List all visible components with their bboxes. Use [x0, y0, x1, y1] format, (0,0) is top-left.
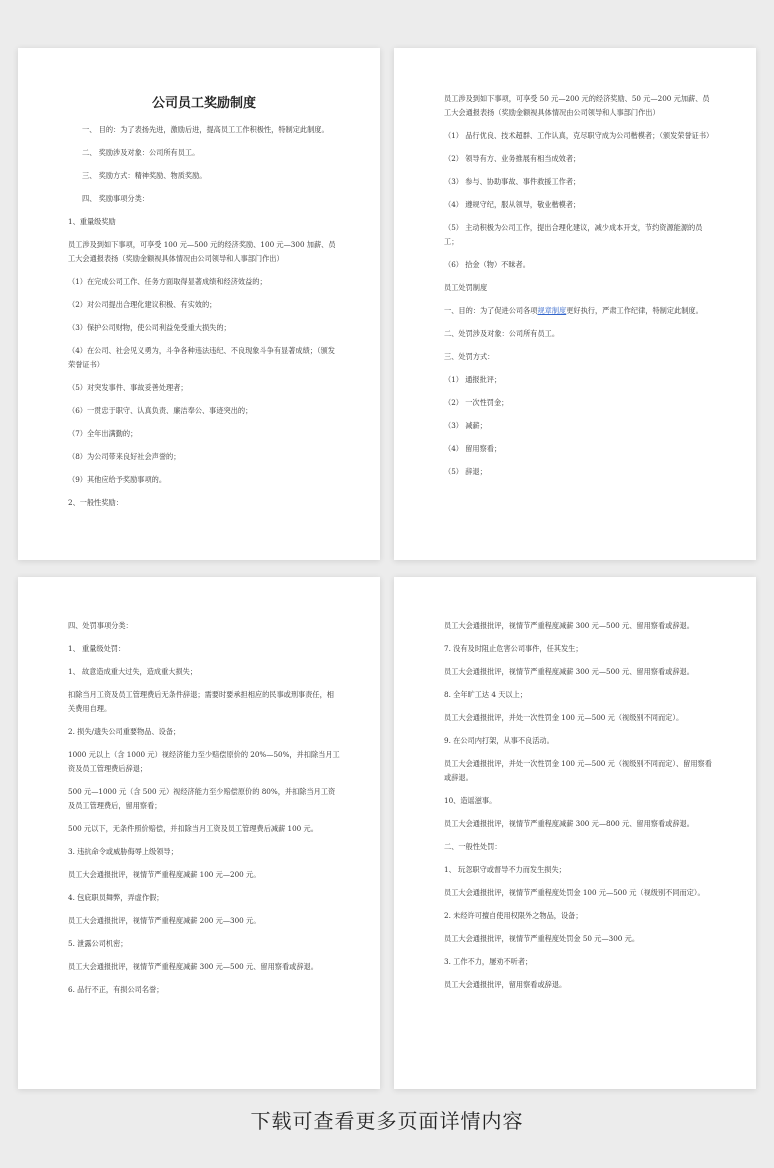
paragraph: （2）对公司提出合理化建议积极、有实效的；	[68, 300, 217, 309]
paragraph	[444, 304, 716, 318]
page-title: 公司员工奖励制度	[151, 96, 256, 111]
paragraph: 员工大会通报批评，并处一次性罚金 100 元—500 元（视级别不同而定）。	[444, 713, 684, 722]
list-item: （2） 领导有方、业务推展有相当成效者；	[444, 154, 581, 163]
paragraph: （1）在完成公司工作、任务方面取得显著成绩和经济效益的；	[68, 277, 267, 286]
paragraph: 2、一般性奖励：	[68, 498, 123, 507]
list-item: （3） 减薪；	[444, 421, 487, 430]
paragraph: 4. 包庇职员舞弊，弄虚作假；	[68, 893, 164, 902]
paragraph: （3）保护公司财物，使公司利益免受重大损失的；	[68, 323, 231, 332]
paragraph: （5）对突发事件、事故妥善处理者；	[68, 383, 188, 392]
paragraph: 7. 没有及时阻止危害公司事件，任其发生；	[444, 644, 583, 653]
paragraph: 2. 未经许可擅自使用权限外之物品，设备；	[444, 911, 583, 920]
paragraph: 员工大会通报批评，视情节严重程度减薪 300 元—500 元、留用察看或辞退。	[68, 962, 318, 971]
paragraph: 扣除当月工资及员工管理费后无条件辞退；需要时要承担相应的民事或刑事责任，相关费用自理。	[68, 690, 334, 713]
paragraph: （7）全年出满勤的；	[68, 429, 138, 438]
list-item: （5） 辞退；	[444, 467, 487, 476]
paragraph: 1、重量级奖励	[68, 217, 116, 226]
paragraph: 员工大会通报批评，视情节严重程度处罚金 100 元—500 元（视级别不同而定）。	[444, 888, 705, 897]
paragraph: 员工大会通报批评，视情节严重程度减薪 300 元—500 元、留用察看或辞退。	[444, 621, 694, 630]
download-more-caption[interactable]: 下载可查看更多页面详情内容	[250, 1109, 524, 1133]
paragraph: 四、 奖励事项分类：	[82, 194, 149, 203]
paragraph: 3. 违抗命令或威胁侮辱上级领导；	[68, 847, 178, 856]
paragraph: 1000 元以上（含 1000 元）视经济能力至少赔偿原价的 20%—50%，并扣除当月工资及员工管理费后辞退；	[68, 750, 340, 773]
document-page-4	[394, 577, 756, 1089]
paragraph: 3. 工作不力，屡劝不听者；	[444, 957, 533, 966]
paragraph: （8）为公司带来良好社会声誉的；	[68, 452, 181, 461]
paragraph: 员工大会通报批评，视情节严重程度处罚金 50 元—300 元。	[444, 934, 640, 943]
document-page-3	[18, 577, 380, 1089]
paragraph: 员工大会通报批评，视情节严重程度减薪 200 元—300 元。	[68, 916, 261, 925]
list-item: （6） 拾金（物）不昧者。	[444, 260, 530, 269]
paragraph: 10、造谣滋事。	[444, 796, 497, 805]
section-heading: 员工处罚制度	[444, 283, 488, 292]
paragraph: 500 元以下，无条件照价赔偿，并扣除当月工资及员工管理费后减薪 100 元。	[68, 824, 318, 833]
list-item: （3） 参与、协助事故、事件救援工作者；	[444, 177, 581, 186]
paragraph: 一、 目的：为了表扬先进，激励后进，提高员工工作积极性，特制定此制度。	[82, 125, 329, 134]
list-item: （5） 主动积极为公司工作，提出合理化建议，减少成本开支，节约资源能源的员工；	[444, 223, 703, 246]
purpose-text-rest: 更好执行，严肃工作纪律，特制定此制度。	[566, 306, 703, 315]
paragraph: 员工涉及到如下事项，可享受 100 元—500 元的经济奖励、100 元—300 加薪、员工大会通报表扬（奖励金额视具体情况由公司领导和人事部门作出）	[68, 240, 336, 263]
paragraph: 三、 奖励方式：精神奖励、物质奖励。	[82, 171, 207, 180]
paragraph: 5. 泄露公司机密；	[68, 939, 128, 948]
paragraph: 员工大会通报批评，视情节严重程度减薪 300 元—800 元、留用察看或辞退。	[444, 819, 694, 828]
paragraph: 员工大会通报批评，视情节严重程度减薪 300 元—500 元、留用察看或辞退。	[444, 667, 694, 676]
list-item: （4） 留用察看；	[444, 444, 502, 453]
purpose-text: 一、目的：为了促进公司各项	[444, 306, 538, 315]
paragraph: 员工涉及到如下事项，可享受 50 元—200 元的经济奖励、50 元—200 元加薪、员工大会通报表扬（奖励金额视具体情况由公司领导和人事部门作出）	[444, 94, 710, 117]
paragraph: 四、处罚事项分类：	[68, 621, 133, 630]
list-item: （1） 品行优良、技术超群、工作认真，克尽职守成为公司楷模者；（颁发荣誉证书）	[444, 131, 714, 140]
list-item: （4） 遵规守纪，服从领导，敬业楷模者；	[444, 200, 581, 209]
paragraph: 二、一般性处罚：	[444, 842, 502, 851]
page1-body	[68, 123, 340, 510]
list-item: （1） 通报批评；	[444, 375, 502, 384]
paragraph: 员工大会通报批评，并处一次性罚金 100 元—500 元（视级别不同而定）、留用察看或辞退。	[444, 759, 712, 782]
paragraph: 1、 重量级处罚：	[68, 644, 126, 653]
paragraph: 员工大会通报批评，视情节严重程度减薪 100 元—200 元。	[68, 870, 261, 879]
paragraph: 8. 全年旷工达 4 天以上；	[444, 690, 527, 699]
list-item: （2） 一次性罚金；	[444, 398, 509, 407]
paragraph: 2. 损失/遗失公司重要物品、设备；	[68, 727, 181, 736]
paragraph: （9）其他应给予奖励事项的。	[68, 475, 167, 484]
document-page-1	[18, 48, 380, 560]
paragraph: 500 元—1000 元（含 500 元）视经济能力至少赔偿原价的 80%，并扣除当月工资及员工管理费后，留用察看；	[68, 787, 336, 810]
paragraph: 二、处罚涉及对象：公司所有员工。	[444, 329, 560, 338]
paragraph: （6）一贯忠于职守、认真负责、廉洁奉公、事迹突出的；	[68, 406, 253, 415]
paragraph: 三、处罚方式：	[444, 352, 495, 361]
paragraph: （4）在公司、社会见义勇为，斗争各种违法违纪、不良现象斗争有显著成绩；（颁发荣誉证书）	[68, 346, 335, 369]
document-page-2	[394, 48, 756, 560]
paragraph: 二、 奖励涉及对象：公司所有员工。	[82, 148, 200, 157]
paragraph: 1、 故意造成重大过失，造成重大损失；	[68, 667, 198, 676]
paragraph: 员工大会通报批评，留用察看或辞退。	[444, 980, 567, 989]
paragraph: 1、 玩忽职守或督导不力而发生损失；	[444, 865, 566, 874]
paragraph: 6. 品行不正，有损公司名誉；	[68, 985, 164, 994]
paragraph: 9. 在公司内打架，从事不良活动。	[444, 736, 554, 745]
rules-link[interactable]: 规章制度	[537, 306, 567, 315]
